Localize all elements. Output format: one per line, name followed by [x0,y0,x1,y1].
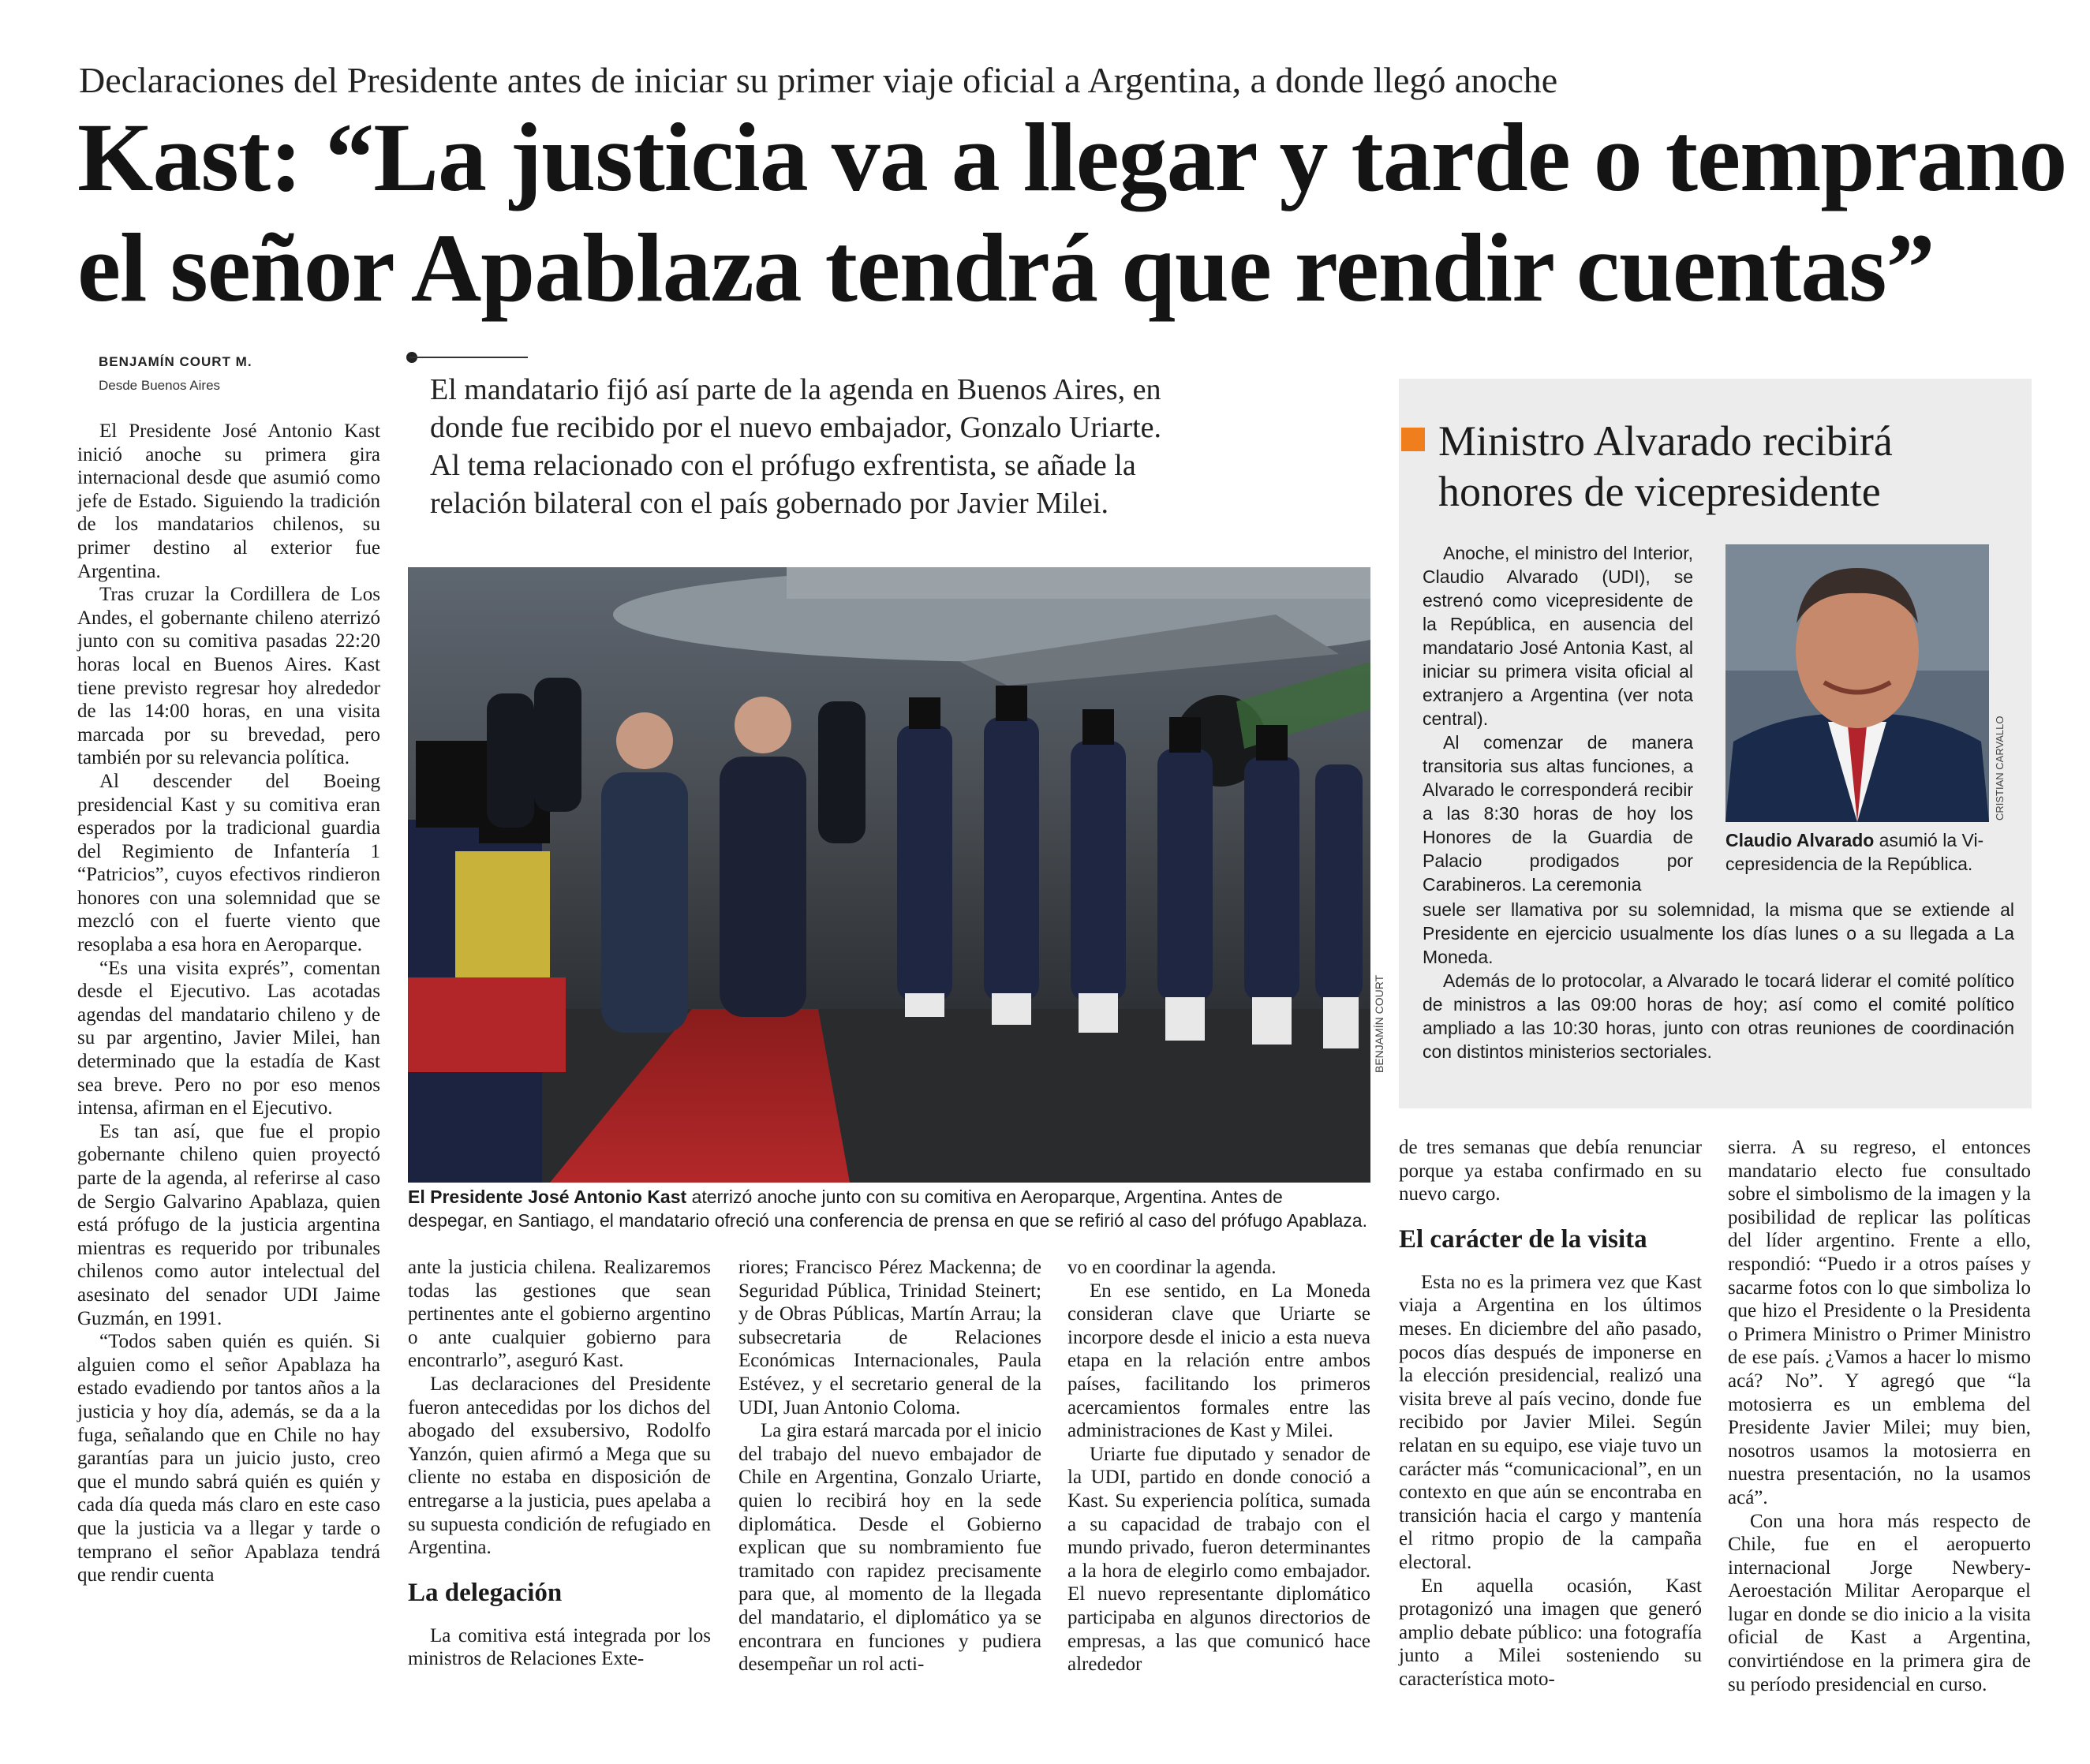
paragraph: Al descender del Boeing presidencial Kast y su comitiva eran esperados por la tradicional guardia del Regimiento de Infantería 1 “Patricios”, cuyos efectivos rindieron honores con una solemnidad que se mezcló con el fuerte viento que resoplaba a esa hora en Aeroparque. [77,770,380,956]
sidebar-title-line: honores de vicepresidente [1438,468,1881,515]
paragraph: Es tan así, que fue el propio gobernante chileno quien proyectó parte de la agenda, al referirse al caso de Sergio Galvarino Apablaza, quien está prófugo de la justicia argentina mientras es requerido por tribunales chilenos como autor intelectual del asesinato del senador UDI Jaime Guzmán, en 1991. [77,1120,380,1329]
deck-line: Al tema relacionado con el prófugo exfrentista, se añade la [430,449,1136,482]
portrait-caption [1725,828,2025,876]
paragraph: riores; Francisco Pérez Mackenna; de Seguridad Pública, Trinidad Steinert; y de Obras Públicas, Martín Arrau; la subsecretaria de Relaciones Económicas Internacionales, Paula Estévez, y el secretario general de la UDI, Juan Antonio Coloma. [738,1257,1041,1418]
portrait-caption-line [1725,828,2025,852]
article-column-1 [77,420,380,1587]
article-column-3 [738,1256,1041,1676]
paragraph: Al comenzar de manera transitoria sus altas funciones, a Alvarado le corresponderá recibir a las 8:30 horas de hoy los Honores de la Guardia de Palacio prodigados por Carabineros. La ceremonia [1423,732,1693,895]
sidebar-title-line: Ministro Alvarado recibirá [1438,417,1893,465]
paragraph: La comitiva está integrada por los ministros de Relaciones Exte- [408,1624,711,1670]
photo-credit: BENJAMÍN COURT [1373,974,1385,1073]
paragraph: Esta no es la primera vez que Kast viaja a Argentina en los últimos meses. En diciembre del año pasado, pocos días después de imponerse en la elección presidencial, realizó una visita breve al país vecino, donde fue recibido por Javier Milei. Según relatan en su equipo, ese viaje tuvo un carácter más “comunicacional”, en un contexto en que aún se encontraba en transición hacia el cargo y mantenía el ritmo propio de la campaña electoral. [1399,1271,1702,1573]
paragraph: Tras cruzar la Cordillera de Los Andes, el gobernante chileno aterrizó junto con su comitiva pasadas 22:20 horas local en Buenos Aires. Kast tiene previsto regresar hoy alrededor de las 14:00 horas, en una visita marcada por su brevedad, pero también por su relevancia política. [77,584,380,769]
article-column-5 [1399,1136,1702,1691]
paragraph: Anoche, el ministro del Interior, Claudio Alvarado (UDI), se estrenó como vicepresidente de la República, en ausencia del mandatario José Antonia Kast, al iniciar su primera visita oficial al extranjero a Argentina (ver nota central). [1423,543,1693,729]
deck-line: relación bilateral con el país gobernado por Javier Milei. [430,487,1109,520]
deck-rule [409,357,528,358]
paragraph: sierra. A su regreso, el entonces mandatario electo fue consultado sobre el simbolismo de la imagen y la posibilidad de replicar las políticas del líder argentino. Frente a ello, respondió: “Puedo ir a otros países y sacarme fotos con lo que simboliza lo que hizo el Presidente o la Presidenta o Primera Ministro o Primer Ministro de ese país. ¿Vamos a hacer lo mismo acá? No”. Y agregó que “la motosierra es un emblema del Presidente Javier Milei; muy bien, nosotros usamos la motosierra en nuestra presentación, no la usamos acá”. [1728,1137,2031,1508]
alvarado-portrait [1725,544,1989,822]
caption-line: despegar, en Santiago, el mandatario ofreció una conferencia de prensa en que se refirió al caso del prófugo Apablaza. [408,1210,1367,1231]
paragraph: vo en coordinar la agenda. [1067,1257,1277,1278]
deck-line: El mandatario fijó así parte de la agenda en Buenos Aires, en [430,373,1161,406]
sidebar-text-lower [1423,898,2014,1063]
article-column-4 [1067,1256,1370,1676]
paragraph: La gira estará marcada por el inicio del trabajo del nuevo embajador de Chile en Argentina, Gonzalo Uriarte, quien lo recibirá hoy en la sede diplomática. Desde el Gobierno explican que su nombramiento fue tramitado con rapidez precisamente para que, al momento de la llegada del mandatario, el diplomático ya se encontrara en funciones y pudiera desempeñar un rol acti- [738,1420,1041,1676]
article-column-6 [1728,1136,2031,1696]
byline-location: Desde Buenos Aires [99,378,221,393]
deck-line: donde fue recibido por el nuevo embajador, Gonzalo Uriarte. [430,411,1162,444]
headline [77,103,2067,323]
section-heading: La delegación [408,1578,563,1607]
deck [430,371,1369,522]
byline-author: BENJAMÍN COURT M. [99,354,252,369]
kicker: Declaraciones del Presidente antes de iniciar su primer viaje oficial a Argentina, a donde llegó anoche [79,60,1558,100]
paragraph: El Presidente José Antonio Kast inició anoche su primera gira internacional desde que asumió como jefe de Estado. Siguiendo la tradición de los mandatarios chilenos, su primer destino al exterior fue Argentina. [77,420,380,582]
arrival-photo [408,567,1370,1183]
paragraph: Uriarte fue diputado y senador de la UDI, partido en donde conoció a Kast. Su experiencia política, sumada a su capacidad de trabajo con el mundo privado, fueron determinantes a la hora de elegirlo como embajador. El nuevo representante diplomático participaba en algunos directorios de empresas, a las que comunicó hace alrededor [1067,1443,1370,1676]
caption-text: aterrizó anoche junto con su comitiva en Aeroparque, Argentina. Antes de [686,1187,1283,1207]
portrait-caption-line: cepresidencia de la República. [1725,854,1973,874]
headline-line-1: Kast: “La justicia va a llegar y tarde o temprano [77,103,2067,211]
portrait-caption-text: asumió la Vi- [1874,830,1984,850]
photo-caption [408,1185,1370,1232]
sidebar-text-upper [1423,541,1693,896]
headline-line-2: el señor Apablaza tendrá que rendir cuentas” [77,214,1935,322]
paragraph: En aquella ocasión, Kast protagonizó una imagen que generó amplio debate público: una fotografía junto a Milei sosteniendo su característica moto- [1399,1575,1702,1690]
paragraph: Además de lo protocolar, a Alvarado le tocará liderar el comité político de ministros a las 09:00 horas de hoy; así como el comité político ampliado a las 10:30 horas, junto con otras reuniones de coordinación con distintos ministerios sectoriales. [1423,970,2014,1062]
caption-bold: El Presidente José Antonio Kast [408,1187,687,1207]
paragraph: “Es una visita exprés”, comentan desde el Ejecutivo. Las acotadas agendas del mandatario chileno y de su par argentino, Javier Milei, han determinado que la estadía de Kast sea breve. Pero no por eso menos intensa, afirman en el Ejecutivo. [77,957,380,1119]
article-column-2 [408,1256,711,1671]
portrait-caption-bold: Claudio Alvarado [1725,830,1875,850]
paragraph: suele ser llamativa por su solemnidad, la misma que se extiende al Presidente en ejercicio usualmente los días lunes o a su llegada a La Moneda. [1423,899,2014,967]
section-heading: El carácter de la visita [1399,1224,1647,1254]
sidebar-title [1438,416,2022,517]
portrait-credit: CRISTIAN CARVALLO [1994,716,2006,820]
sidebar-marker [1401,428,1425,451]
paragraph: En ese sentido, en La Moneda consideran clave que Uriarte se incorpore desde el inicio a esta nueva etapa en la relación entre ambos países, facilitando los primeros acercamientos formales entre las administraciones de Kast y Milei. [1067,1280,1370,1442]
paragraph: Con una hora más respecto de Chile, fue en el aeropuerto internacional Jorge Newbery-Aeroestación Militar Aeroparque el lugar en donde se dio inicio a la visita oficial de Kast a Argentina, convirtiéndose en la primera gira de su período presidencial en curso. [1728,1510,2031,1695]
caption-line [408,1185,1370,1209]
paragraph: de tres semanas que debía renunciar porque ya estaba confirmado en su nuevo cargo. [1399,1137,1702,1205]
paragraph: “Todos saben quién es quién. Si alguien como el señor Apablaza ha estado evadiendo por tantos años a la justicia y hoy día, además, se da a la fuga, señalando que en Chile no hay garantías para un juicio justo, creo que el mundo sabrá quién es quién y cada día queda más claro en este caso que la justicia va a llegar y tarde o temprano el señor Apablaza tendrá que rendir cuenta [77,1331,380,1586]
paragraph: Las declaraciones del Presidente fueron antecedidas por los dichos del abogado del exsubersivo, Rodolfo Yanzón, quien afirmó a Mega que su cliente no estaba en disposición de entregarse a la justicia, pues apelaba a su supuesta condición de refugiado en Argentina. [408,1373,711,1559]
paragraph: ante la justicia chilena. Realizaremos todas las gestiones que sean pertinentes ante el gobierno argentino o ante cualquier gobierno para encontrarlo”, aseguró Kast. [408,1257,711,1372]
